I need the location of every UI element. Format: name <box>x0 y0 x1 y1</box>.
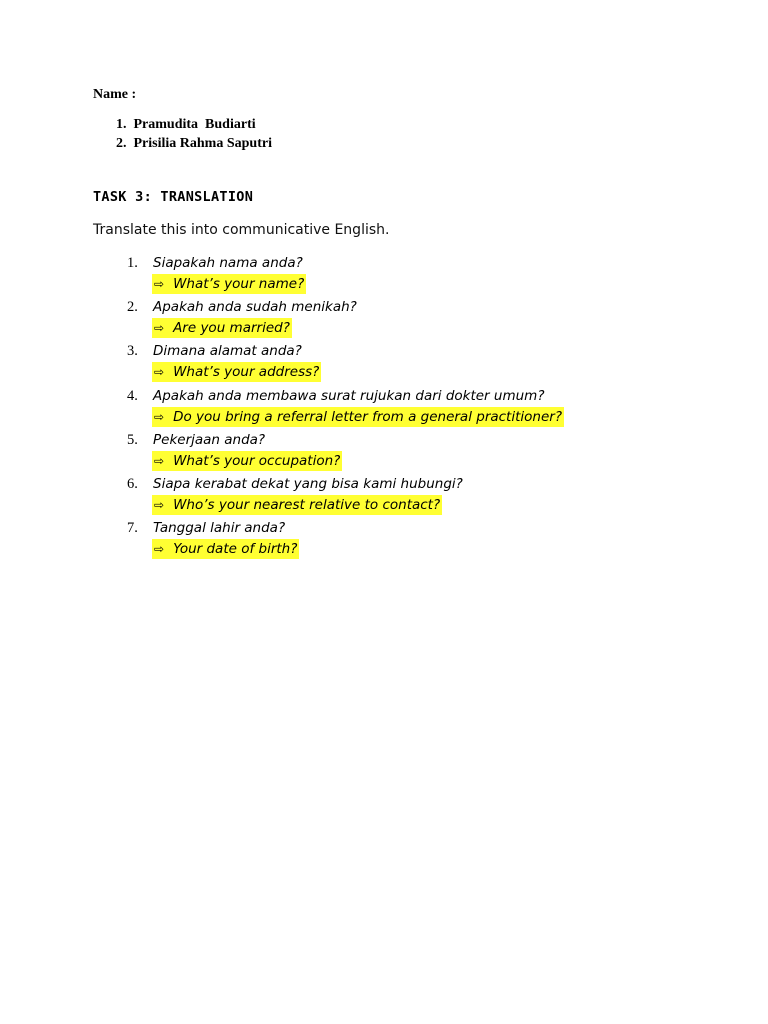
item-number: 7. <box>127 520 138 537</box>
answer-highlight <box>152 495 442 515</box>
member-item <box>116 134 272 153</box>
answer-text: What’s your address? <box>173 364 320 381</box>
right-arrow-icon: ⇨ <box>154 321 165 336</box>
item-number: 1. <box>127 255 138 271</box>
right-arrow-icon: ⇨ <box>154 409 165 424</box>
answer-text: Your date of birth? <box>173 541 298 558</box>
task-title: TASK 3: TRANSLATION <box>93 189 254 205</box>
name-label: Name : <box>93 87 137 102</box>
right-arrow-icon: ⇨ <box>154 277 165 291</box>
question-text: Apakah anda membawa surat rujukan dari dokter umum? <box>153 387 545 404</box>
answer-text: What’s your occupation? <box>173 452 341 469</box>
answer-text: Are you married? <box>173 320 290 337</box>
member-number: 2. <box>116 136 127 151</box>
member-name: Prisilia Rahma Saputri <box>133 136 272 151</box>
answer-highlight <box>152 274 306 294</box>
answer-highlight <box>152 539 299 559</box>
right-arrow-icon: ⇨ <box>154 542 165 557</box>
question-text: Apakah anda sudah menikah? <box>153 299 357 316</box>
answer-highlight <box>152 318 292 338</box>
question-text: Pekerjaan anda? <box>153 431 266 448</box>
answer-text: What’s your name? <box>173 276 305 292</box>
member-item <box>116 115 272 134</box>
item-number: 6. <box>127 475 138 492</box>
right-arrow-icon: ⇨ <box>154 497 165 512</box>
answer-text: Who’s your nearest relative to contact? <box>173 496 441 513</box>
right-arrow-icon: ⇨ <box>154 453 165 468</box>
item-number: 2. <box>127 299 138 316</box>
right-arrow-icon: ⇨ <box>154 365 165 380</box>
answer-highlight <box>152 362 321 382</box>
member-list <box>116 115 272 153</box>
item-number: 3. <box>127 343 138 360</box>
answer-highlight <box>152 451 342 471</box>
question-text: Siapa kerabat dekat yang bisa kami hubungi? <box>153 475 463 492</box>
question-text: Siapakah nama anda? <box>153 255 303 271</box>
answer-highlight <box>152 407 564 427</box>
member-name: Pramudita Budiarti <box>133 117 256 132</box>
item-number: 5. <box>127 431 138 448</box>
member-number: 1. <box>116 117 127 132</box>
question-text: Tanggal lahir anda? <box>153 520 286 537</box>
question-text: Dimana alamat anda? <box>153 343 302 360</box>
answer-text: Do you bring a referral letter from a general practitioner? <box>173 408 562 425</box>
task-instruction: Translate this into communicative English. <box>93 222 390 238</box>
item-number: 4. <box>127 387 138 404</box>
